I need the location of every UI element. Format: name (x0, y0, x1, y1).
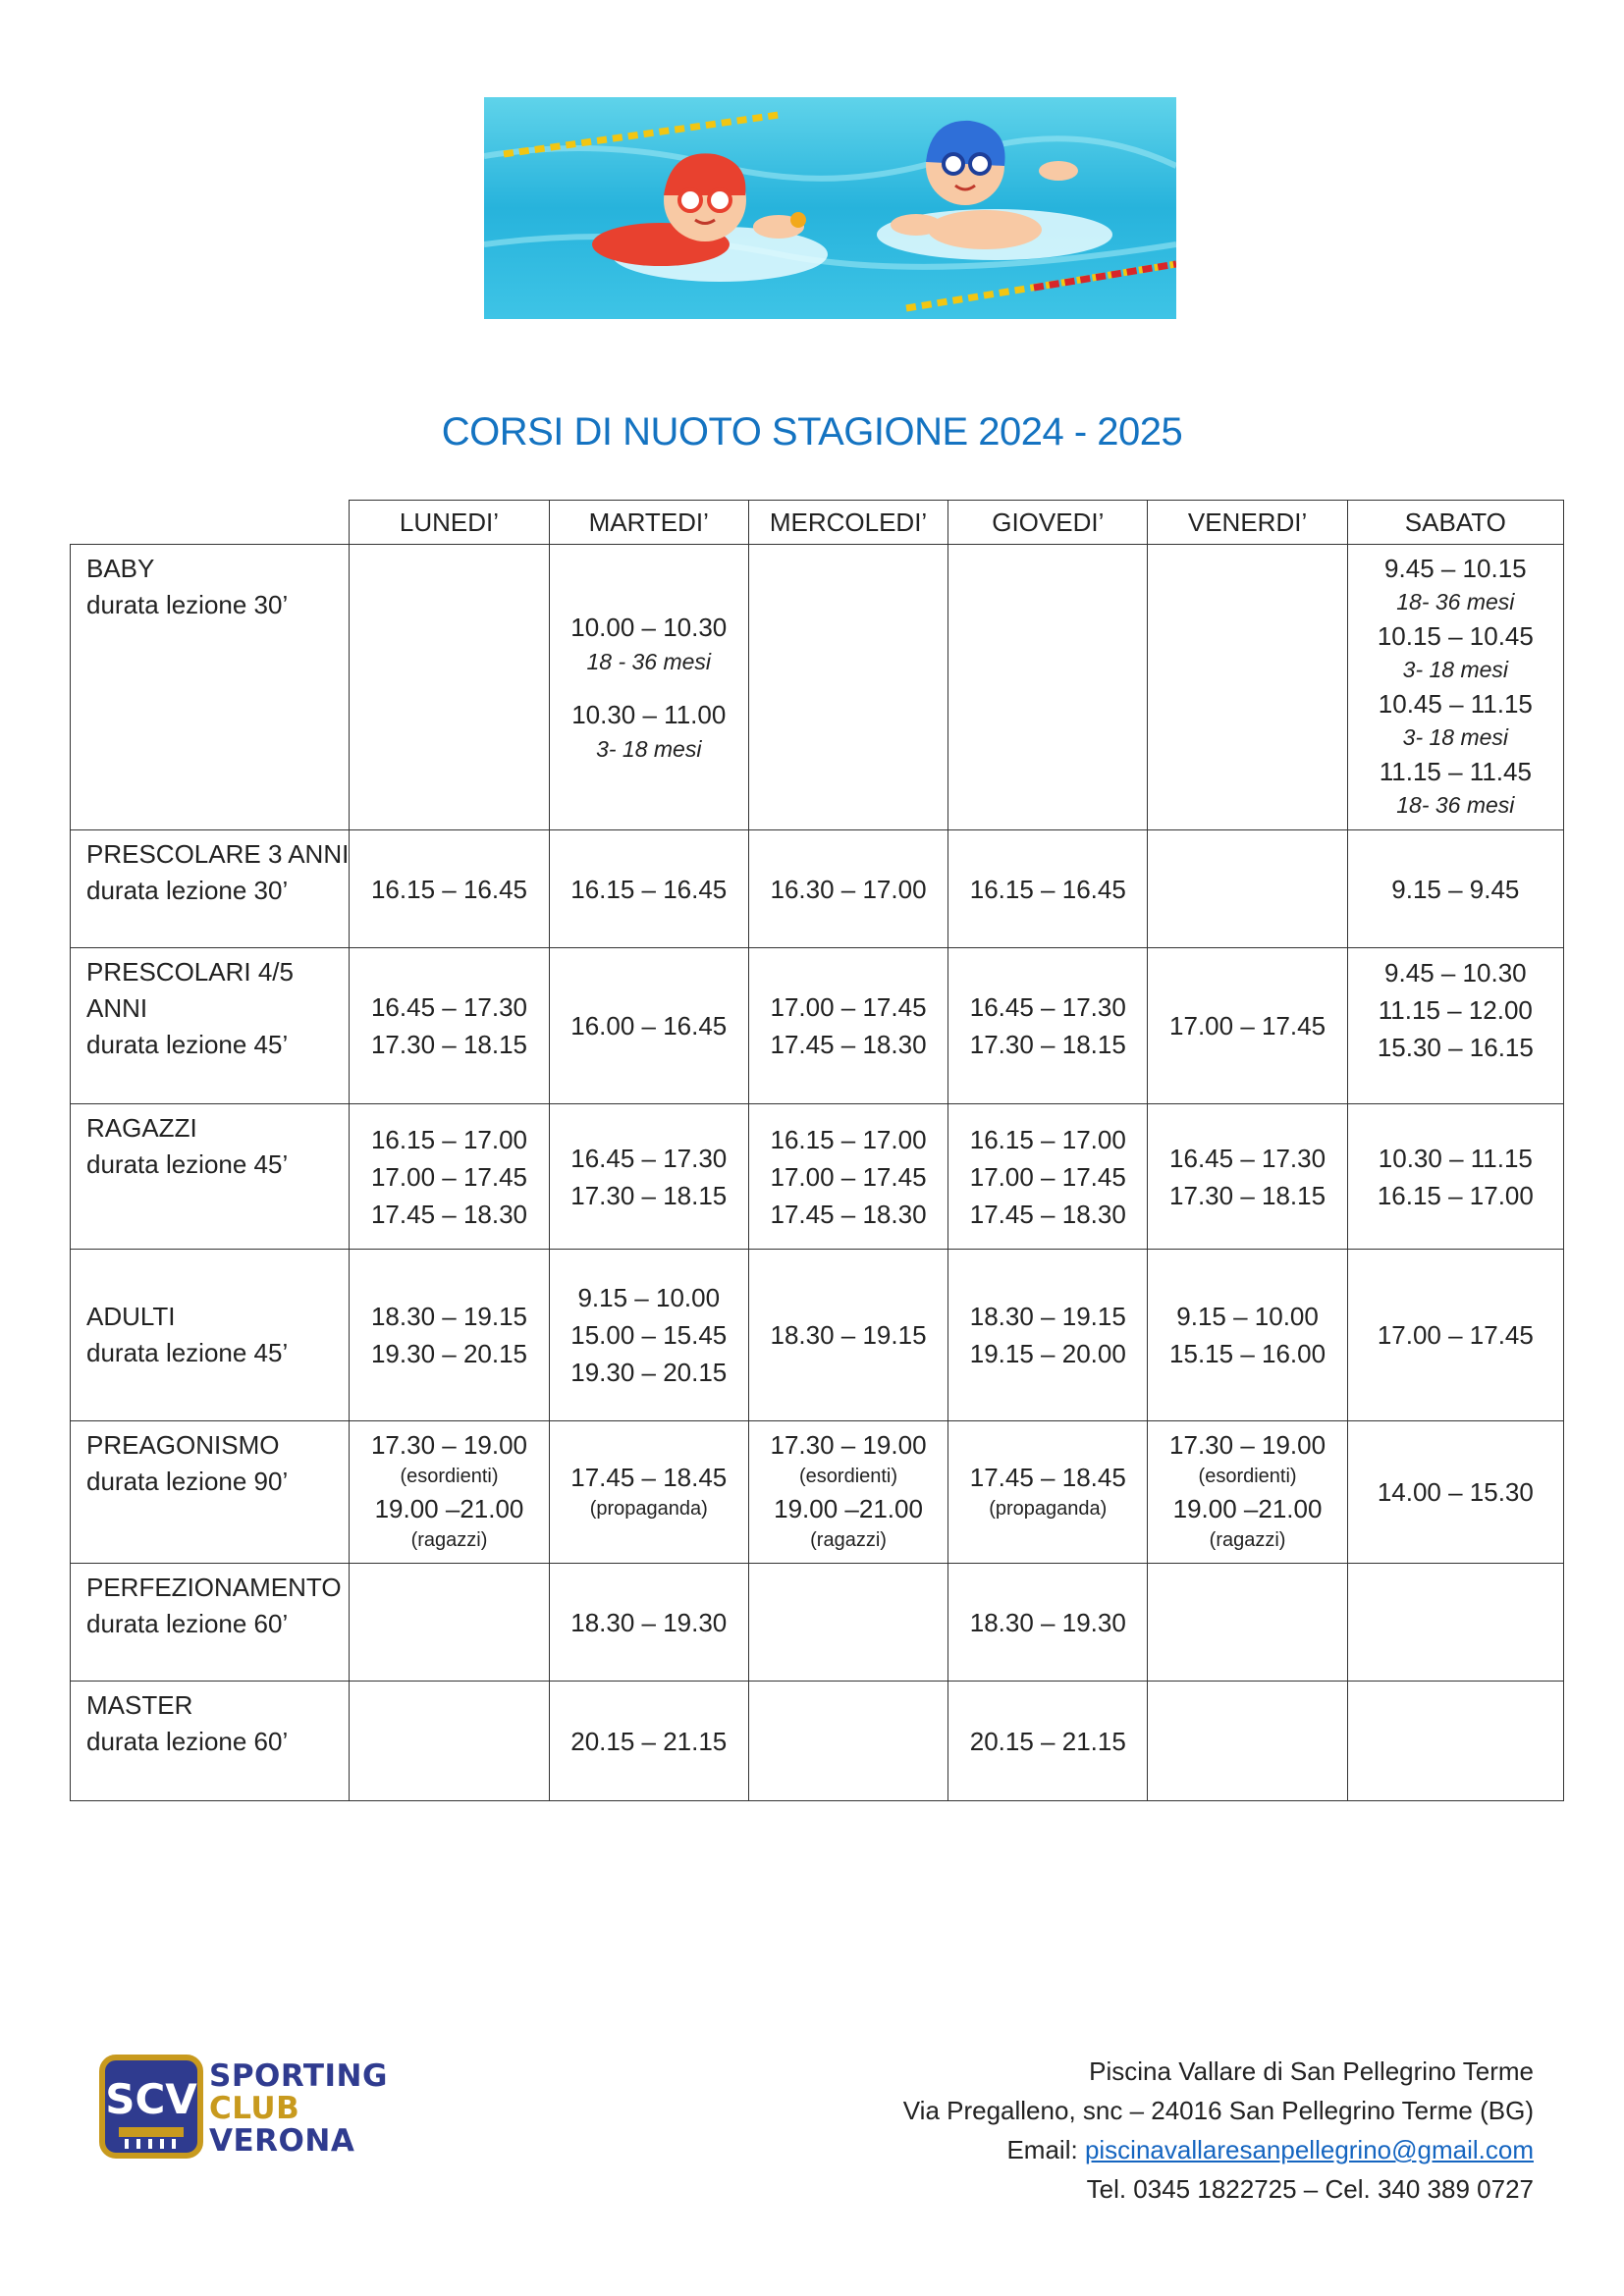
group-note: (ragazzi) (810, 1529, 887, 1551)
schedule-cell (549, 1104, 748, 1250)
schedule-cell (948, 1250, 1148, 1421)
table-row-baby (71, 545, 1564, 830)
table-row-master (71, 1682, 1564, 1801)
schedule-cell: 17.00 – 17.45 (1347, 1250, 1563, 1421)
course-duration: durata lezione 30’ (86, 590, 289, 619)
time-slot: 15.30 – 16.15 (1377, 1033, 1534, 1062)
time-slot: 16.15 – 17.00 (969, 1124, 1126, 1154)
schedule-cell (1148, 1564, 1347, 1682)
venue-name: Piscina Vallare di San Pellegrino Terme (1089, 2056, 1534, 2086)
schedule-cell: 17.00 – 17.45 (1148, 948, 1347, 1104)
schedule-cell (748, 1564, 947, 1682)
time-slot: 17.45 – 18.45 (570, 1462, 728, 1492)
swimming-kids-banner (484, 97, 1176, 319)
course-name: PRESCOLARE 3 ANNI (86, 839, 350, 869)
course-duration: durata lezione 45’ (86, 1030, 289, 1059)
schedule-cell: 16.15 – 16.45 (948, 830, 1148, 948)
group-note: (ragazzi) (410, 1529, 488, 1551)
course-label (71, 948, 350, 1104)
time-slot: 10.15 – 10.45 (1377, 621, 1534, 651)
course-name: ANNI (86, 993, 148, 1023)
time-slot: 17.45 – 18.45 (969, 1462, 1126, 1492)
course-label (71, 1104, 350, 1250)
time-slot: 17.45 – 18.30 (370, 1199, 528, 1229)
group-note: (propaganda) (989, 1497, 1108, 1520)
age-note: 18- 36 mesi (1396, 792, 1515, 818)
time-slot: 16.15 – 17.00 (1377, 1180, 1534, 1210)
schedule-cell (1148, 830, 1347, 948)
venue-address: Via Pregalleno, snc – 24016 San Pellegrino Terme (BG) (902, 2096, 1534, 2125)
header-row (71, 501, 1564, 545)
course-name: PERFEZIONAMENTO (86, 1573, 342, 1602)
schedule-cell (748, 545, 947, 830)
time-slot: 17.30 – 19.00 (770, 1430, 927, 1460)
time-slot: 11.15 – 12.00 (1378, 995, 1533, 1025)
schedule-cell: 18.30 – 19.15 (748, 1250, 947, 1421)
course-name: BABY (86, 554, 155, 583)
logo-line: VERONA (209, 2123, 355, 2159)
time-slot: 18.30 – 19.15 (969, 1302, 1126, 1331)
table-row-preagonismo (71, 1421, 1564, 1564)
time-slot: 15.15 – 16.00 (1169, 1339, 1326, 1368)
schedule-cell (748, 1421, 947, 1564)
time-slot: 9.15 – 10.00 (577, 1283, 721, 1312)
schedule-cell (748, 948, 947, 1104)
schedule-cell (1347, 1682, 1563, 1801)
age-note: 18- 36 mesi (1396, 589, 1515, 614)
course-name: MASTER (86, 1690, 193, 1720)
day-header: SABATO (1347, 501, 1563, 545)
logo-line: CLUB (209, 2091, 300, 2126)
age-note: 3- 18 mesi (596, 736, 702, 762)
time-slot: 19.00 –21.00 (374, 1494, 524, 1523)
course-duration: durata lezione 30’ (86, 876, 289, 905)
time-slot: 16.45 – 17.30 (570, 1143, 728, 1173)
time-slot: 9.45 – 10.15 (1384, 554, 1527, 583)
schedule-cell (549, 1250, 748, 1421)
schedule-cell (948, 1421, 1148, 1564)
logo-line: SPORTING (209, 2058, 388, 2094)
course-duration: durata lezione 60’ (86, 1727, 289, 1756)
day-header: MARTEDI’ (549, 501, 748, 545)
age-note: 3- 18 mesi (1402, 657, 1509, 682)
time-slot: 19.30 – 20.15 (370, 1339, 528, 1368)
phone-numbers: Tel. 0345 1822725 – Cel. 340 389 0727 (1086, 2174, 1534, 2204)
table-row-ragazzi (71, 1104, 1564, 1250)
logo-text (209, 2060, 388, 2158)
day-header: MERCOLEDI’ (748, 501, 947, 545)
schedule-cell (948, 545, 1148, 830)
course-duration: durata lezione 45’ (86, 1149, 289, 1179)
course-name: RAGAZZI (86, 1113, 197, 1143)
schedule-cell (1347, 1564, 1563, 1682)
course-duration: durata lezione 90’ (86, 1467, 289, 1496)
age-note: 18 - 36 mesi (586, 649, 712, 674)
time-slot: 17.45 – 18.30 (969, 1199, 1126, 1229)
schedule-cell (1148, 1682, 1347, 1801)
schedule-cell (748, 1104, 947, 1250)
schedule-cell: 16.30 – 17.00 (748, 830, 947, 948)
schedule-cell: 20.15 – 21.15 (549, 1682, 748, 1801)
group-note: (ragazzi) (1209, 1529, 1286, 1551)
schedule-cell (350, 1421, 549, 1564)
table-row-perfezionamento (71, 1564, 1564, 1682)
schedule-cell: 16.00 – 16.45 (549, 948, 748, 1104)
schedule-cell (350, 1250, 549, 1421)
age-note: 3- 18 mesi (1402, 724, 1509, 750)
schedule-cell: 20.15 – 21.15 (948, 1682, 1148, 1801)
schedule-cell (350, 948, 549, 1104)
course-duration: durata lezione 45’ (86, 1338, 289, 1367)
logo-mark (99, 2055, 203, 2159)
time-slot: 10.30 – 11.15 (1378, 1143, 1533, 1173)
time-slot: 16.45 – 17.30 (1169, 1143, 1326, 1173)
schedule-cell (748, 1682, 947, 1801)
time-slot: 9.45 – 10.30 (1384, 958, 1527, 988)
time-slot: 17.30 – 18.15 (1169, 1180, 1326, 1210)
table-row-adulti (71, 1250, 1564, 1421)
time-slot: 16.15 – 17.00 (770, 1124, 927, 1154)
time-slot: 19.30 – 20.15 (570, 1358, 728, 1387)
email-link[interactable]: piscinavallaresanpellegrino@gmail.com (1084, 2135, 1534, 2164)
time-slot: 10.30 – 11.00 (571, 700, 727, 729)
course-label (71, 1564, 350, 1682)
day-header: VENERDI’ (1148, 501, 1347, 545)
time-slot: 10.45 – 11.15 (1378, 689, 1533, 719)
time-slot: 11.15 – 11.45 (1379, 757, 1532, 786)
group-note: (esordienti) (400, 1466, 499, 1487)
group-note: (esordienti) (799, 1466, 898, 1487)
page-title: CORSI DI NUOTO STAGIONE 2024 - 2025 (441, 410, 1183, 454)
sporting-club-verona-logo (99, 2055, 423, 2163)
schedule-cell (1347, 1104, 1563, 1250)
time-slot: 17.00 – 17.45 (770, 1161, 927, 1192)
schedule-cell (1347, 545, 1563, 830)
time-slot: 17.00 – 17.45 (770, 992, 927, 1022)
time-slot: 19.15 – 20.00 (969, 1339, 1126, 1368)
schedule-cell (1148, 545, 1347, 830)
course-label (71, 545, 350, 830)
course-label (71, 1421, 350, 1564)
table-row-prescolari-4-5 (71, 948, 1564, 1104)
time-slot: 19.00 –21.00 (774, 1494, 923, 1523)
schedule-cell: 18.30 – 19.30 (948, 1564, 1148, 1682)
course-name: ADULTI (86, 1302, 176, 1331)
group-note: (esordienti) (1198, 1466, 1297, 1487)
time-slot: 19.00 –21.00 (1172, 1494, 1323, 1523)
svg-text:SCV: SCV (105, 2075, 197, 2123)
schedule-cell (350, 1564, 549, 1682)
course-duration: durata lezione 60’ (86, 1609, 289, 1638)
schedule-cell (1347, 948, 1563, 1104)
schedule-cell (549, 545, 748, 830)
schedule-cell (350, 545, 549, 830)
time-slot: 17.45 – 18.30 (770, 1030, 927, 1059)
schedule-cell (1148, 1250, 1347, 1421)
email-label: Email: (1006, 2135, 1085, 2164)
schedule-cell (350, 1104, 549, 1250)
schedule-table (70, 500, 1564, 1801)
time-slot: 17.30 – 18.15 (570, 1180, 728, 1210)
email-row (903, 2130, 1534, 2169)
schedule-cell (1148, 1104, 1347, 1250)
time-slot: 17.00 – 17.45 (969, 1161, 1126, 1192)
day-header: LUNEDI’ (350, 501, 549, 545)
time-slot: 17.30 – 19.00 (370, 1430, 528, 1460)
schedule-cell (549, 1421, 748, 1564)
schedule-cell (1148, 1421, 1347, 1564)
corner-cell (71, 501, 350, 545)
time-slot: 17.30 – 18.15 (969, 1030, 1126, 1059)
schedule-cell: 9.15 – 9.45 (1347, 830, 1563, 948)
time-slot: 15.00 – 15.45 (570, 1320, 728, 1350)
time-slot: 17.30 – 18.15 (370, 1030, 528, 1059)
course-label (71, 830, 350, 948)
course-name: PREAGONISMO (86, 1430, 280, 1460)
schedule-cell (350, 1682, 549, 1801)
schedule-cell (948, 1104, 1148, 1250)
time-slot: 17.45 – 18.30 (770, 1199, 927, 1229)
course-name: PRESCOLARI 4/5 (86, 957, 294, 987)
time-slot: 16.45 – 17.30 (370, 992, 528, 1022)
time-slot: 17.00 – 17.45 (370, 1161, 528, 1192)
group-note: (propaganda) (589, 1497, 708, 1520)
day-header: GIOVEDI’ (948, 501, 1148, 545)
schedule-cell (948, 948, 1148, 1104)
schedule-cell: 14.00 – 15.30 (1347, 1421, 1563, 1564)
schedule-cell: 18.30 – 19.30 (549, 1564, 748, 1682)
schedule-cell: 16.15 – 16.45 (350, 830, 549, 948)
time-slot: 18.30 – 19.15 (370, 1302, 528, 1331)
time-slot: 17.30 – 19.00 (1169, 1430, 1326, 1460)
table-row-prescolare-3 (71, 830, 1564, 948)
course-label (71, 1250, 350, 1421)
time-slot: 9.15 – 10.00 (1176, 1302, 1319, 1331)
contact-info (903, 2052, 1534, 2209)
time-slot: 16.45 – 17.30 (969, 992, 1126, 1022)
time-slot: 10.00 – 10.30 (570, 613, 728, 642)
time-slot: 16.15 – 17.00 (370, 1124, 528, 1154)
schedule-cell: 16.15 – 16.45 (549, 830, 748, 948)
course-label (71, 1682, 350, 1801)
